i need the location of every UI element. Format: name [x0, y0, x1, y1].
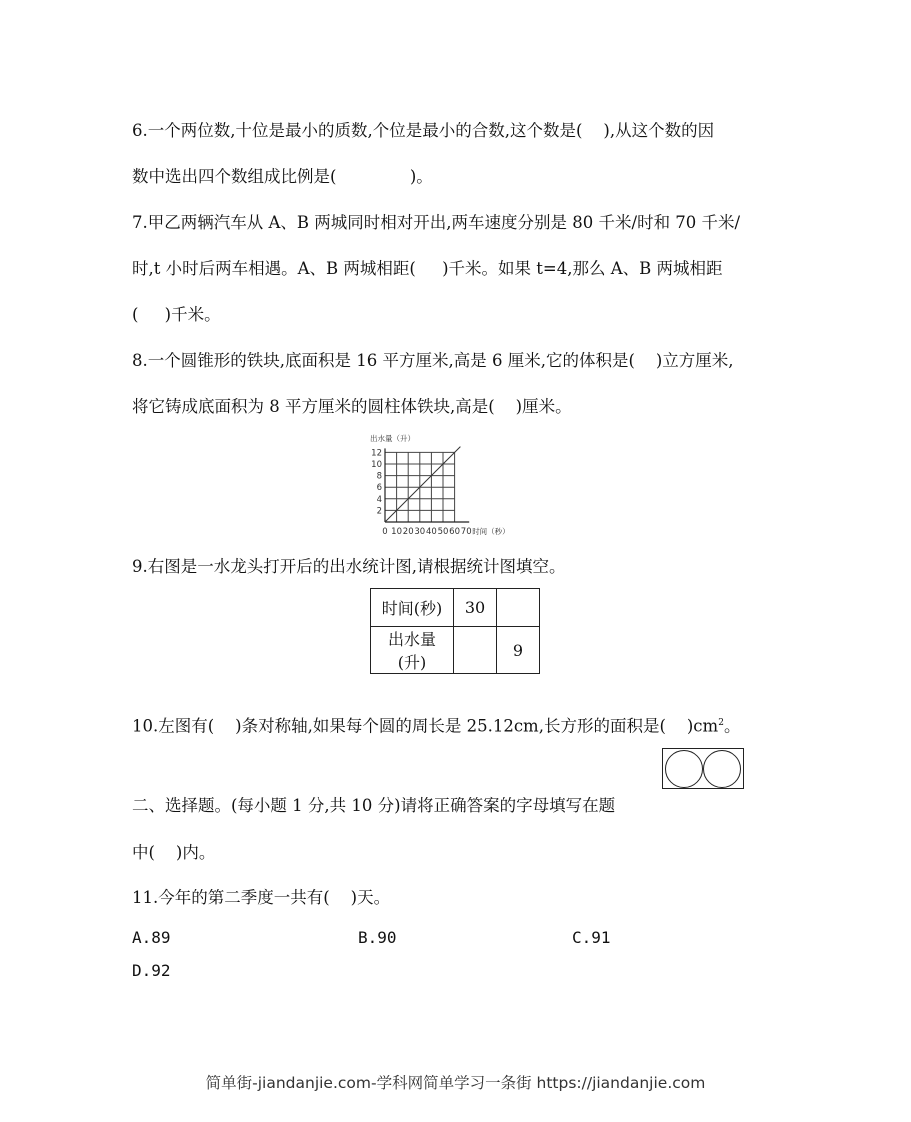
q9-table — [370, 588, 540, 674]
option-d: D.92 — [132, 961, 171, 980]
x-tick-label: 30 — [414, 527, 426, 537]
y-axis-label: 出水量（升） — [370, 434, 415, 443]
q8-line1: 8.一个圆锥形的铁块,底面积是 16 平方厘米,高是 6 厘米,它的体积是( )立方厘米, — [132, 351, 734, 370]
table-cell: 出水量(升) — [371, 627, 454, 674]
circle-right — [703, 750, 741, 788]
q10-text — [132, 713, 740, 737]
q6-line1: 6.一个两位数,十位是最小的质数,个位是最小的合数,这个数是( ),从这个数的因 — [132, 121, 715, 140]
q10-end: 。 — [723, 716, 741, 736]
table-cell: 30 — [454, 589, 497, 627]
section2-line1: 二、选择题。(每小题 1 分,共 10 分)请将正确答案的字母填写在题 — [132, 796, 616, 815]
y-tick-label: 10 — [371, 460, 382, 470]
x-tick-label: 40 — [425, 527, 437, 537]
section2-line2: 中( )内。 — [132, 843, 216, 862]
y-tick-label: 2 — [376, 506, 382, 517]
q7-line3: ( )千米。 — [132, 305, 221, 324]
y-tick-label: 8 — [376, 471, 382, 482]
x-axis-label: 时间（秒） — [472, 527, 510, 536]
option-a: A.89 — [132, 928, 171, 947]
table-row — [371, 589, 540, 627]
q9-text: 9.右图是一水龙头打开后的出水统计图,请根据统计图填空。 — [132, 557, 566, 576]
q10-sup: 2 — [718, 718, 724, 728]
y-tick-label: 4 — [376, 494, 382, 505]
table-cell — [497, 589, 540, 627]
table-cell: 9 — [497, 627, 540, 674]
q6-line2: 数中选出四个数组成比例是( )。 — [132, 167, 433, 186]
option-b: B.90 — [358, 928, 397, 947]
x-tick-label: 70 — [460, 527, 472, 537]
table-cell: 时间(秒) — [371, 589, 454, 627]
table-row — [371, 627, 540, 674]
x-tick-label: 60 — [449, 527, 461, 537]
x-tick-label: 0 — [382, 527, 388, 537]
circle-left — [665, 750, 703, 788]
y-tick-label: 12 — [371, 448, 382, 459]
q7-line1: 7.甲乙两辆汽车从 A、B 两城同时相对开出,两车速度分别是 80 千米/时和 70 千米/ — [132, 213, 741, 232]
q10-body: 10.左图有( )条对称轴,如果每个圆的周长是 25.12cm,长方形的面积是( )cm — [132, 716, 719, 736]
water-output-chart — [370, 432, 570, 540]
y-tick-label: 6 — [376, 483, 382, 494]
footer: 简单街-jiandanjie.com-学科网简单学习一条街 https://jiandanjie.com — [205, 1074, 706, 1092]
q11-text: 11.今年的第二季度一共有( )天。 — [132, 888, 391, 907]
rectangle-with-two-circles-figure — [662, 748, 744, 789]
option-c: C.91 — [572, 928, 611, 947]
x-tick-label: 10 — [391, 527, 403, 537]
x-tick-label: 50 — [437, 527, 449, 537]
q8-line2: 将它铸成底面积为 8 平方厘米的圆柱体铁块,高是( )厘米。 — [132, 397, 572, 416]
q7-line2: 时,t 小时后两车相遇。A、B 两城相距( )千米。如果 t=4,那么 A、B 两城相距 — [132, 259, 723, 278]
table-cell — [454, 627, 497, 674]
x-tick-label: 20 — [402, 527, 414, 537]
